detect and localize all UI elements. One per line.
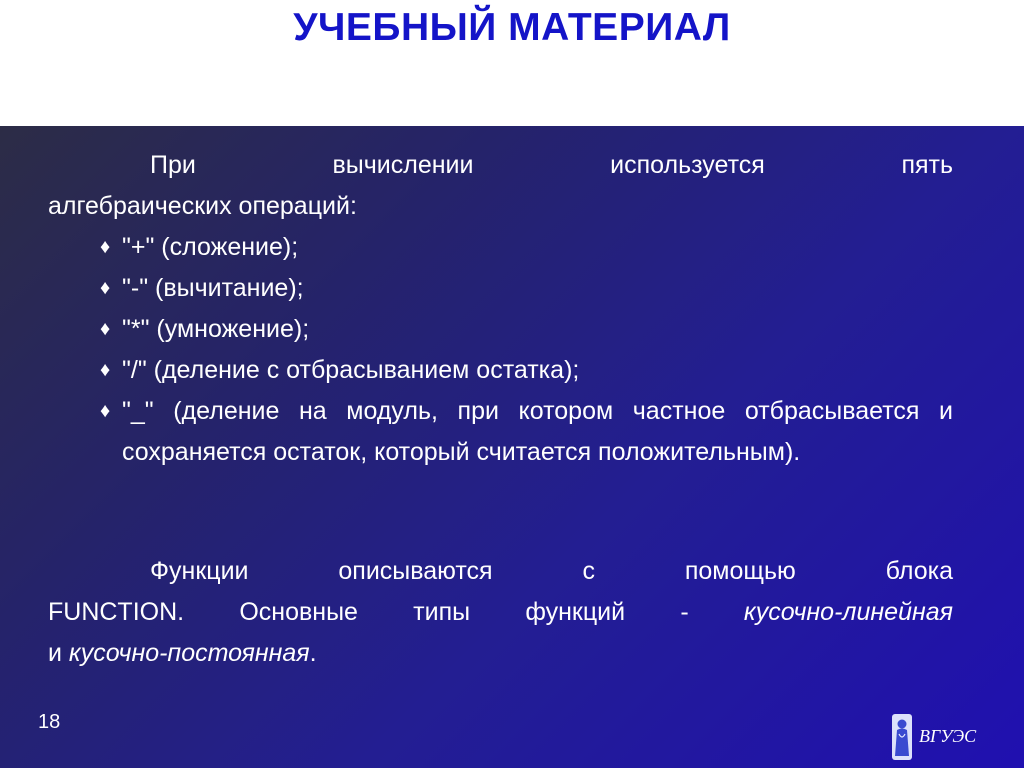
- function-type-2: кусочно-постоянная: [68, 639, 310, 667]
- intro-paragraph: [48, 145, 953, 227]
- list-item: ♦ "+" (сложение);: [100, 227, 953, 268]
- list-item: ♦ "*" (умножение);: [100, 309, 953, 350]
- list-item: ♦ "-" (вычитание);: [100, 268, 953, 309]
- title-bar: [0, 0, 1024, 126]
- intro-line-2: алгебраических операций:: [48, 192, 357, 220]
- operations-list: [100, 227, 953, 473]
- slide-title: УЧЕБНЫЙ МАТЕРИАЛ: [293, 6, 731, 49]
- logo-text: ВГУЭС: [919, 726, 977, 746]
- diamond-icon: ♦: [100, 318, 111, 340]
- diamond-icon: ♦: [100, 277, 111, 299]
- functions-paragraph: [48, 551, 953, 674]
- functions-line-1: Функции описываются с помощью блока: [150, 557, 953, 585]
- functions-line-2: FUNCTION. Основные типы функций - кусочно-линейная: [48, 598, 953, 626]
- diamond-icon: ♦: [100, 359, 111, 381]
- page-number: 18: [38, 711, 61, 733]
- function-type-1: кусочно-линейная: [743, 598, 953, 626]
- diamond-icon: ♦: [100, 236, 111, 258]
- list-item: ♦ "/" (деление с отбрасыванием остатка);: [100, 350, 953, 391]
- list-item: ♦ "_" (деление на модуль, при котором частное отбрасывается и сохраняется остаток, который считается положительным).: [100, 391, 953, 473]
- diamond-icon: ♦: [100, 400, 111, 422]
- functions-line-3: и кусочно-постоянная.: [48, 639, 317, 667]
- intro-line-1: При вычислении используется пять: [150, 151, 953, 179]
